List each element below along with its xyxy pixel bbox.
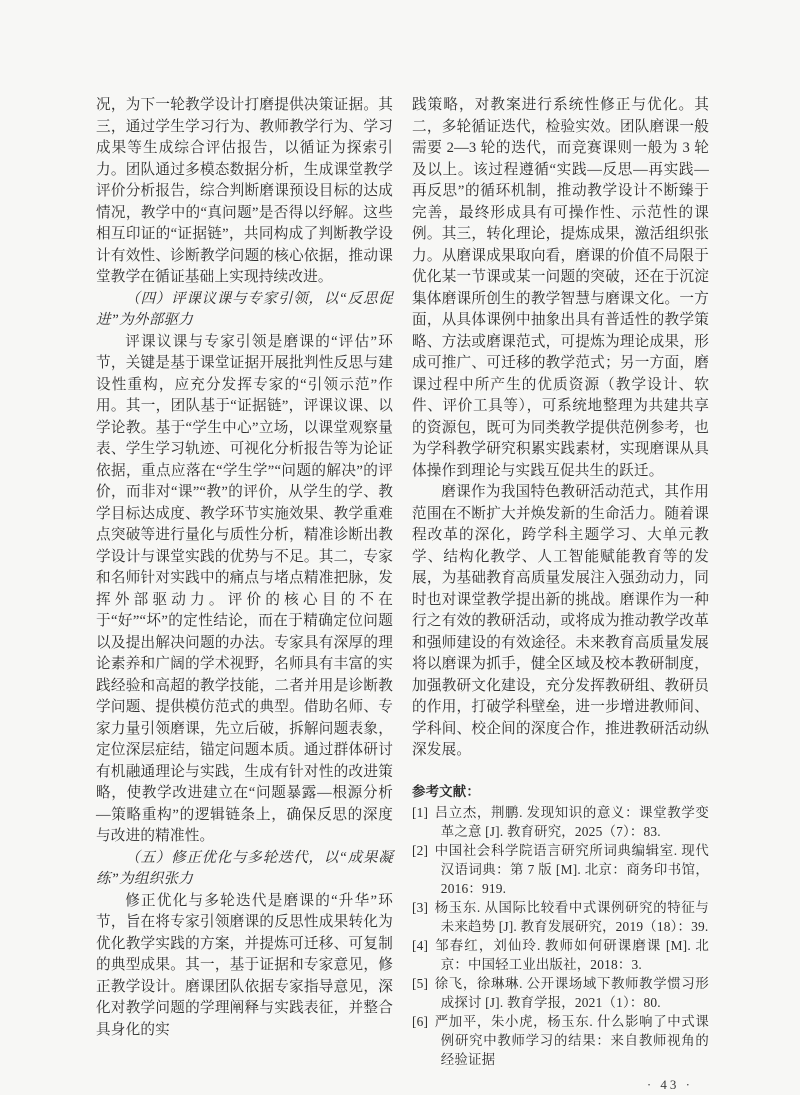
reference-label: [3] [412, 900, 428, 915]
body-paragraph-continued: 况，为下一轮教学设计打磨提供决策证据。其三，通过学生学习行为、教师教学行为、学习成果等生成综合评估报告，以循证为探索引力。团队通过多模态数据分析，生成课堂教学评价分析报告，综合判断磨课预设目标的达成情况，教学中的“真问题”是否得以纾解。这些相互印证的“证据链”，共同构成了判断教学设计有效性、诊断教学问题的核心依据，推动课堂教学在循证基础上实现持续改进。 [96, 95, 393, 289]
left-column [96, 95, 393, 1041]
reference-text: 邹春红，刘仙玲. 教师如何研课磨课 [M]. 北京：中国轻工业出版社，2018：3. [434, 938, 709, 972]
reference-label: [1] [412, 805, 428, 820]
reference-text: 徐飞，徐琳琳. 公开课场域下教师教学惯习形成探讨 [J]. 教育学报，2021（1）：80. [434, 976, 709, 1010]
reference-item [412, 1012, 709, 1069]
conclusion-paragraph: 磨课作为我国特色教研活动范式，其作用范围在不断扩大并焕发新的生命活力。随着课程改革的深化，跨学科主题学习、大单元教学、结构化教学、人工智能赋能教育等的发展，为基础教育高质量发展注入强劲动力，同时也对课堂教学提出新的挑战。磨课作为一种行之有效的教研活动，或将成为推动教学改革和强师建设的有效途径。未来教育高质量发展将以磨课为抓手，健全区域及校本教研制度，加强教研文化建设，充分发挥教研组、教研员的作用，打破学科壁垒，进一步增进教师间、学科间、校企间的深度合作，推进教研活动纵深发展。 [412, 482, 709, 762]
right-column [412, 95, 709, 1095]
reference-item [412, 936, 709, 974]
section-heading-5: （五）修正优化与多轮迭代，以“成果凝练”为组织张力 [96, 848, 393, 891]
reference-label: [5] [412, 976, 428, 991]
section-5-paragraph: 修正优化与多轮迭代是磨课的“升华”环节，旨在将专家引领磨课的反思性成果转化为优化教学实践的方案，并提炼可迁移、可复制的典型成果。其一，基于证据和专家意见，修正教学设计。磨课团队依据专家指导意见，深化对教学问题的学理阐释与实践表征，并整合具身化的实 [96, 891, 393, 1042]
reference-label: [6] [412, 1014, 428, 1029]
references-title: 参考文献： [412, 782, 709, 801]
section-4-paragraph: 评课议课与专家引领是磨课的“评估”环节，关键是基于课堂证据开展批判性反思与建设性重构，应充分发挥专家的“引领示范”作用。其一，团队基于“证据链”，评课议课、以学论教。基于“学生中心”立场，以课堂观察量表、学生学习轨迹、可视化分析报告等为论证依据，重点应落在“学生学”“问题的解决”的评价，而非对“课”“教”的评价，从学生的学、教学目标达成度、教学环节实施效果、教学重难点突破等进行量化与质性分析，精准诊断出教学设计与课堂实践的优势与不足。其二，专家和名师针对实践中的痛点与堵点精准把脉，发挥外部驱动力。评价的核心目的不在于“好”“坏”的定性结论，而在于精确定位问题以及提出解决问题的办法。专家具有深厚的理论素养和广阔的学术视野，名师具有丰富的实践经验和高超的教学技能，二者并用是诊断教学问题、提供模仿范式的典型。借助名师、专家力量引领磨课，先立后破，拆解问题表象，定位深层症结，锚定问题本质。通过群体研讨有机融通理论与实践，生成有针对性的改进策略，使教学改进建立在“问题暴露—根源分析—策略重构”的逻辑链条上，确保反思的深度与改进的精准性。 [96, 332, 393, 848]
body-paragraph-continued: 践策略，对教案进行系统性修正与优化。其二，多轮循证迭代，检验实效。团队磨课一般需要 2—3 轮的迭代，而竞赛课则一般为 3 轮及以上。该过程遵循“实践—反思—再实践—再反思”的循环机制，推动教学设计不断臻于完善，最终形成具有可操作性、示范性的课例。其三，转化理论，提炼成果，激活组织张力。从磨课成果取向看，磨课的价值不局限于优化某一节课或某一问题的突破，还在于沉淀集体磨课所创生的教学智慧与磨课文化。一方面，从具体课例中抽象出具有普适性的教学策略、方法或磨课范式，可提炼为理论成果，形成可推广、可迁移的教学范式；另一方面，磨课过程中所产生的优质资源（教学设计、软件、评价工具等），可系统地整理为共建共享的资源包，既可为同类教学提供范例参考，也为学科教学研究积累实践素材，实现磨课从具体操作到理论与实践互促共生的跃迁。 [412, 95, 709, 482]
reference-item [412, 974, 709, 1012]
reference-text: 吕立杰，荆鹏. 发现知识的意义：课堂教学变革之意 [J]. 教育研究，2025（7）：83. [434, 805, 709, 839]
reference-item [412, 803, 709, 841]
page-number: · 43 · [412, 1074, 709, 1095]
reference-text: 中国社会科学院语言研究所词典编辑室. 现代汉语词典：第 7 版 [M]. 北京：商务印书馆，2016：919. [434, 843, 709, 896]
reference-label: [4] [412, 938, 428, 953]
reference-text: 杨玉东. 从国际比较看中式课例研究的特征与未来趋势 [J]. 教育发展研究，2019（18）：39. [434, 900, 709, 934]
reference-label: [2] [412, 843, 428, 858]
reference-item [412, 841, 709, 898]
references-section [412, 782, 709, 1069]
reference-item [412, 898, 709, 936]
reference-text: 严加平，朱小虎，杨玉东. 什么影响了中式课例研究中教师学习的结果：来自教师视角的经验证据 [434, 1014, 709, 1067]
section-heading-4: （四）评课议课与专家引领，以“反思促进”为外部驱力 [96, 289, 393, 332]
